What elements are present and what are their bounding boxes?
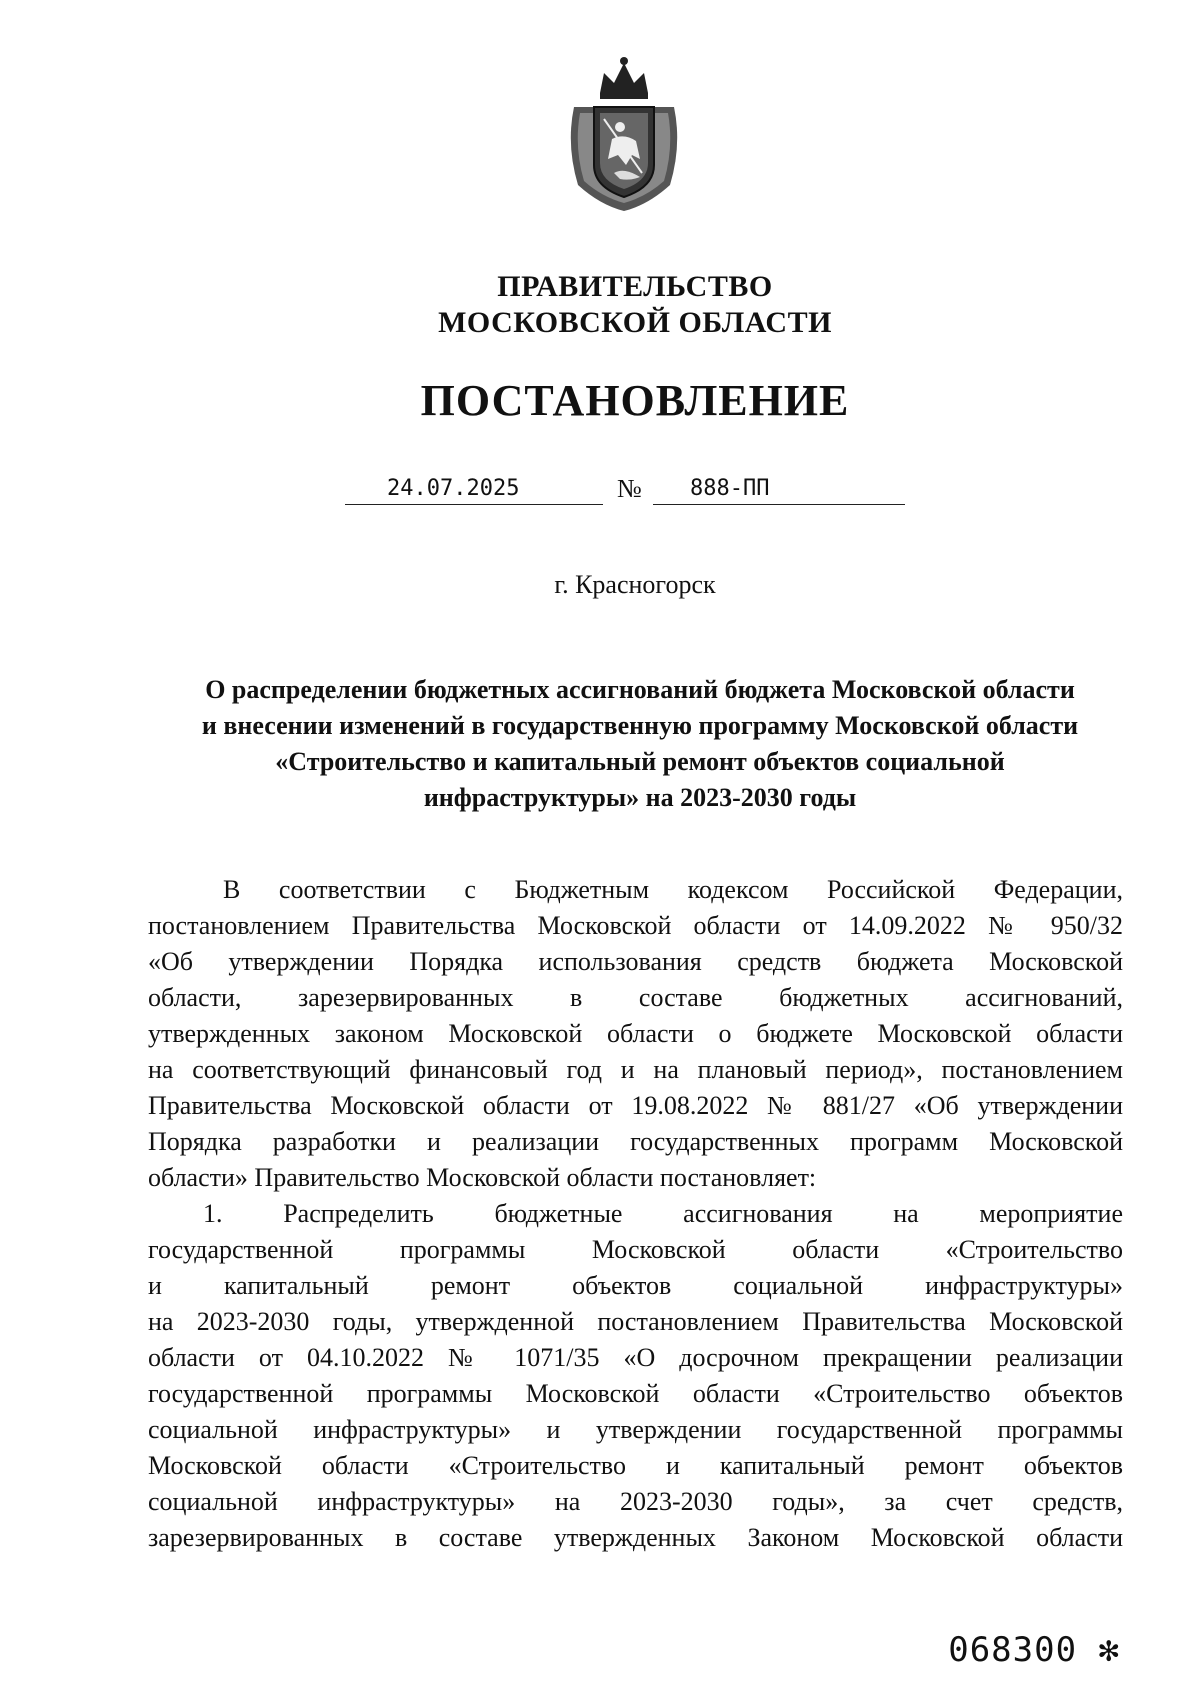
organization-name-line2: МОСКОВСКОЙ ОБЛАСТИ [438, 306, 832, 339]
body-line: социальной инфраструктуры» на 2023-2030 годы», за счет средств, [148, 1487, 1123, 1516]
body-line: и капитальный ремонт объектов социальной инфраструктуры» [148, 1271, 1123, 1300]
body-line: «Об утверждении Порядка использования средств бюджета Московской [148, 947, 1123, 976]
body-line: утвержденных законом Московской области о бюджете Московской области [148, 1019, 1123, 1048]
body-line: на соответствующий финансовый год и на плановый период», постановлением [148, 1055, 1123, 1084]
document-number: 888-ПП [690, 476, 770, 501]
body-line: постановлением Правительства Московской области от 14.09.2022 № 950/32 [148, 911, 1123, 940]
body-line: Правительства Московской области от 19.08.2022 № 881/27 «Об утверждении [148, 1091, 1123, 1120]
body-line: области от 04.10.2022 № 1071/35 «О досрочном прекращении реализации [148, 1343, 1123, 1372]
number-sign: № [617, 474, 642, 503]
number-underline [653, 504, 905, 505]
body-line: Порядка разработки и реализации государственных программ Московской [148, 1127, 1123, 1156]
body-line: зарезервированных в составе утвержденных Законом Московской области [148, 1523, 1123, 1552]
title-line: О распределении бюджетных ассигнований бюджета Московской области [205, 675, 1075, 704]
date-number-line [345, 470, 905, 510]
body-line: государственной программы Московской области «Строительство объектов [148, 1379, 1123, 1408]
body-line: Московской области «Строительство и капитальный ремонт объектов [148, 1451, 1123, 1480]
body-line: социальной инфраструктуры» и утверждении государственной программы [148, 1415, 1123, 1444]
title-line: и внесении изменений в государственную программу Московской области [201, 711, 1079, 740]
body-line: области, зарезервированных в составе бюджетных ассигнований, [148, 983, 1123, 1012]
body-line: В соответствии с Бюджетным кодексом Российской Федерации, [223, 875, 1123, 904]
date-underline [345, 504, 603, 505]
body-line: области» Правительство Московской области постановляет: [148, 1163, 817, 1192]
title-line: «Строительство и капитальный ремонт объектов социальной [275, 747, 1005, 776]
body-line: государственной программы Московской области «Строительство [148, 1235, 1123, 1264]
document-date: 24.07.2025 [387, 476, 520, 501]
registration-stamp: 068300 ✻ [948, 1630, 1120, 1670]
document-title [150, 672, 1130, 816]
city: г. Красногорск [554, 570, 716, 599]
document-type: ПОСТАНОВЛЕНИЕ [420, 376, 850, 425]
document-body [148, 872, 1123, 1556]
organization-name-line1: ПРАВИТЕЛЬСТВО [497, 270, 773, 303]
body-line: на 2023-2030 годы, утвержденной постановлением Правительства Московской [148, 1307, 1123, 1336]
title-line: инфраструктуры» на 2023-2030 годы [423, 783, 857, 812]
body-line: 1. Распределить бюджетные ассигнования на мероприятие [203, 1199, 1123, 1228]
coat-of-arms-icon [560, 55, 688, 215]
